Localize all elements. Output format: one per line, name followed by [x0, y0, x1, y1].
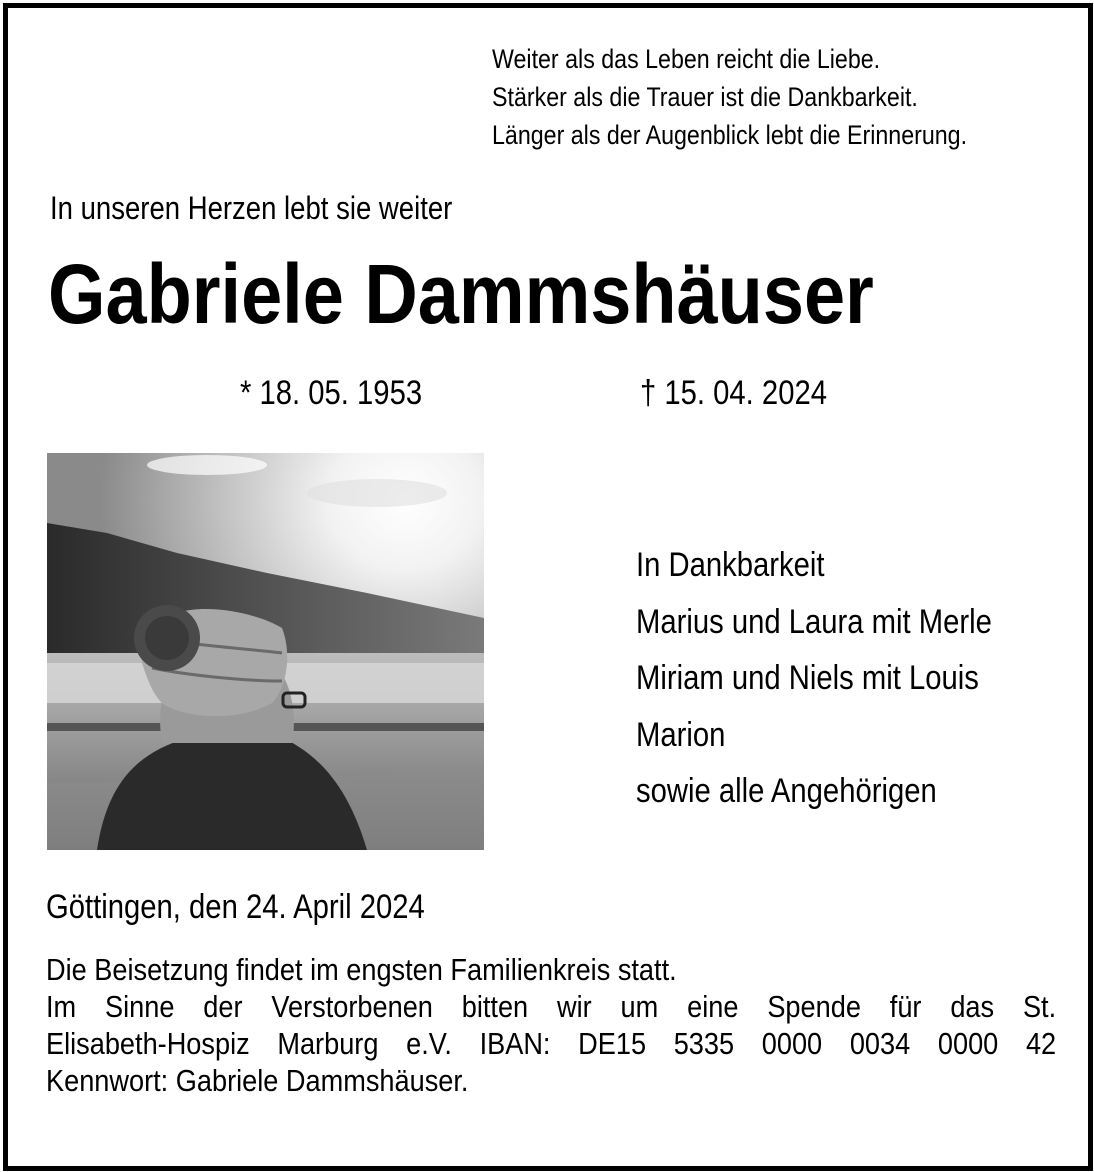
notice-line-4: Kennwort: Gabriele Dammshäuser. [46, 1064, 469, 1098]
mourner-line: sowie alle Angehörigen [636, 772, 937, 810]
mourner-line: Marius und Laura mit Merle [636, 602, 992, 641]
birth-date: * 18. 05. 1953 [240, 374, 423, 412]
quote-line-2: Stärker als die Trauer ist die Dankbarkeit. [492, 82, 918, 112]
thanks-heading: In Dankbarkeit [636, 546, 825, 584]
notice-line-1: Die Beisetzung findet im engsten Familienkreis statt. [46, 953, 677, 987]
memorial-quote [492, 40, 967, 154]
intro-text: In unseren Herzen lebt sie weiter [50, 190, 453, 226]
mourner-line: Marion [636, 715, 726, 754]
place-and-date: Göttingen, den 24. April 2024 [46, 888, 425, 926]
quote-line-1: Weiter als das Leben reicht die Liebe. [492, 44, 881, 74]
deceased-name: Gabriele Dammshäuser [48, 247, 874, 341]
quote-line-3: Länger als der Augenblick lebt die Erinnerung. [492, 120, 968, 150]
mourner-line: Miriam und Niels mit Louis [636, 659, 979, 697]
notice-line-2: Im Sinne der Verstorbenen bitten wir um eine Spende für das St. [46, 990, 1057, 1024]
funeral-notice [46, 952, 1056, 1100]
notice-line-3: Elisabeth-Hospiz Marburg e.V. IBAN: DE15 5335 0000 0034 0000 42 [46, 1027, 1057, 1061]
death-date: † 15. 04. 2024 [640, 374, 827, 412]
portrait-photo [47, 453, 484, 850]
mourners-list [636, 537, 992, 820]
